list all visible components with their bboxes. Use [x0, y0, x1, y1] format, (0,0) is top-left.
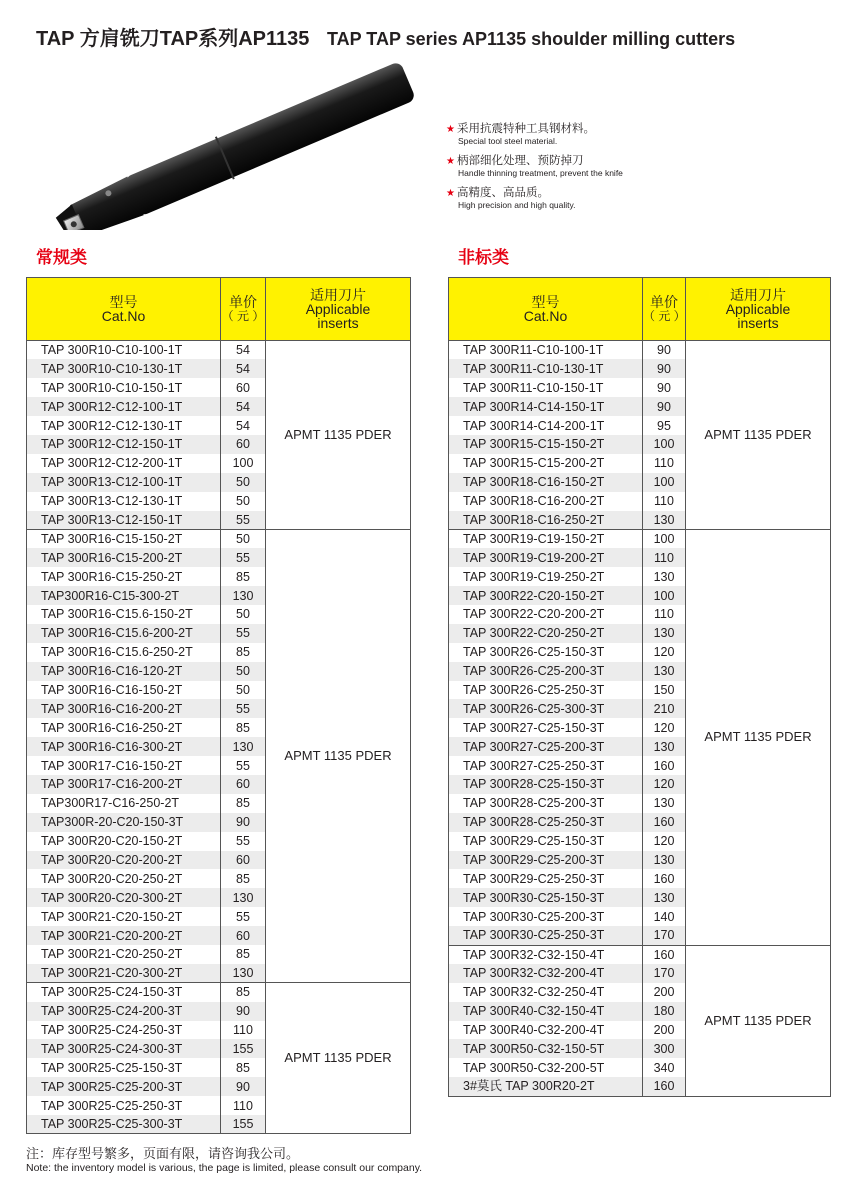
model-cell: TAP 300R19-C19-150-2T — [449, 529, 643, 548]
price-cell: 50 — [221, 529, 266, 548]
model-cell: TAP 300R16-C15.6-200-2T — [27, 624, 221, 643]
insert-cell: APMT 1135 PDER — [266, 983, 411, 1134]
price-cell: 100 — [643, 435, 686, 454]
model-cell: TAP 300R16-C16-120-2T — [27, 662, 221, 681]
insert-cell: APMT 1135 PDER — [266, 529, 411, 982]
model-cell: TAP 300R12-C12-150-1T — [27, 435, 221, 454]
section-title-standard: 常规类 — [36, 248, 87, 267]
price-cell: 200 — [643, 1021, 686, 1040]
star-icon: ★ — [446, 156, 455, 167]
price-cell: 130 — [643, 737, 686, 756]
price-cell: 50 — [221, 681, 266, 700]
price-cell: 130 — [643, 662, 686, 681]
price-cell: 85 — [221, 794, 266, 813]
col-model-en: Cat.No — [101, 308, 146, 324]
model-cell: TAP 300R11-C10-150-1T — [449, 378, 643, 397]
model-cell: TAP 300R26-C25-150-3T — [449, 643, 643, 662]
model-cell: TAP 300R20-C20-150-2T — [27, 832, 221, 851]
price-cell: 100 — [643, 529, 686, 548]
model-cell: TAP 300R30-C25-150-3T — [449, 888, 643, 907]
price-cell: 85 — [221, 869, 266, 888]
price-cell: 120 — [643, 775, 686, 794]
model-cell: TAP 300R16-C16-200-2T — [27, 699, 221, 718]
model-cell: TAP 300R16-C15.6-250-2T — [27, 643, 221, 662]
price-cell: 160 — [643, 945, 686, 964]
price-cell: 85 — [221, 1058, 266, 1077]
price-cell: 130 — [221, 964, 266, 983]
model-cell: TAP 300R19-C19-200-2T — [449, 548, 643, 567]
price-cell: 60 — [221, 926, 266, 945]
price-cell: 160 — [643, 869, 686, 888]
model-cell: TAP 300R25-C24-150-3T — [27, 983, 221, 1002]
model-cell: TAP 300R16-C16-300-2T — [27, 737, 221, 756]
model-cell: TAP 300R20-C20-250-2T — [27, 869, 221, 888]
model-cell: TAP 300R18-C16-250-2T — [449, 511, 643, 530]
model-cell: TAP 300R25-C25-250-3T — [27, 1096, 221, 1115]
note-en: Note: the inventory model is various, the page is limited, please consult our company. — [26, 1162, 423, 1174]
feature-item — [446, 184, 623, 210]
model-cell: TAP 300R30-C25-250-3T — [449, 926, 643, 945]
price-cell: 110 — [221, 1021, 266, 1040]
price-cell: 55 — [221, 907, 266, 926]
page-title — [36, 22, 735, 51]
model-cell: TAP 300R17-C16-150-2T — [27, 756, 221, 775]
model-cell: TAP 300R28-C25-250-3T — [449, 813, 643, 832]
table-row — [27, 983, 411, 1002]
model-cell: 3#莫氏 TAP 300R20-2T — [449, 1077, 643, 1096]
price-cell: 120 — [643, 643, 686, 662]
model-cell: TAP 300R17-C16-200-2T — [27, 775, 221, 794]
price-cell: 130 — [643, 888, 686, 907]
model-cell: TAP 300R25-C25-200-3T — [27, 1077, 221, 1096]
price-cell: 180 — [643, 1002, 686, 1021]
nonstandard-table — [448, 277, 831, 1097]
model-cell: TAP 300R26-C25-250-3T — [449, 681, 643, 700]
model-cell: TAP 300R32-C32-150-4T — [449, 945, 643, 964]
price-cell: 55 — [221, 511, 266, 530]
price-cell: 100 — [643, 473, 686, 492]
price-cell: 60 — [221, 435, 266, 454]
price-cell: 130 — [221, 586, 266, 605]
feature-list — [446, 120, 623, 216]
price-cell: 55 — [221, 624, 266, 643]
model-cell: TAP 300R20-C20-200-2T — [27, 851, 221, 870]
insert-cell: APMT 1135 PDER — [266, 341, 411, 530]
col-price-unit: （ 元 ） — [643, 309, 686, 323]
table-row — [449, 341, 831, 360]
col-header-price — [643, 278, 686, 341]
price-cell: 160 — [643, 756, 686, 775]
price-cell: 130 — [643, 511, 686, 530]
insert-cell: APMT 1135 PDER — [686, 945, 831, 1096]
standard-table — [26, 277, 411, 1134]
model-cell: TAP 300R27-C25-150-3T — [449, 718, 643, 737]
price-cell: 100 — [643, 586, 686, 605]
price-cell: 160 — [643, 1077, 686, 1096]
model-cell: TAP 300R14-C14-200-1T — [449, 416, 643, 435]
price-cell: 50 — [221, 473, 266, 492]
model-cell: TAP 300R28-C25-200-3T — [449, 794, 643, 813]
price-cell: 170 — [643, 926, 686, 945]
model-cell: TAP 300R12-C12-200-1T — [27, 454, 221, 473]
price-cell: 130 — [643, 794, 686, 813]
price-cell: 55 — [221, 699, 266, 718]
feature-item — [446, 152, 623, 178]
model-cell: TAP 300R13-C12-100-1T — [27, 473, 221, 492]
model-cell: TAP 300R40-C32-150-4T — [449, 1002, 643, 1021]
price-cell: 110 — [643, 605, 686, 624]
feature-en: Handle thinning treatment, prevent the knife — [458, 168, 623, 178]
price-cell: 50 — [221, 605, 266, 624]
model-cell: TAP 300R22-C20-200-2T — [449, 605, 643, 624]
col-model-cn: 型号 — [531, 294, 560, 310]
model-cell: TAP 300R12-C12-130-1T — [27, 416, 221, 435]
col-price-cn: 单价 — [650, 294, 678, 310]
model-cell: TAP 300R27-C25-200-3T — [449, 737, 643, 756]
price-cell: 155 — [221, 1115, 266, 1134]
model-cell: TAP 300R10-C10-130-1T — [27, 359, 221, 378]
model-cell: TAP 300R32-C32-250-4T — [449, 983, 643, 1002]
model-cell: TAP 300R16-C16-150-2T — [27, 681, 221, 700]
table-row — [27, 529, 411, 548]
col-insert-en1: Applicable — [725, 301, 791, 317]
model-cell: TAP 300R40-C32-200-4T — [449, 1021, 643, 1040]
model-cell: TAP 300R19-C19-250-2T — [449, 567, 643, 586]
model-cell: TAP300R16-C15-300-2T — [27, 586, 221, 605]
model-cell: TAP 300R21-C20-300-2T — [27, 964, 221, 983]
col-insert-en2: inserts — [737, 315, 779, 331]
model-cell: TAP 300R11-C10-130-1T — [449, 359, 643, 378]
table-row — [27, 341, 411, 360]
note-cn: 注：库存型号繁多，页面有限，请咨询我公司。 — [26, 1146, 300, 1161]
price-cell: 170 — [643, 964, 686, 983]
model-cell: TAP 300R16-C15.6-150-2T — [27, 605, 221, 624]
price-cell: 120 — [643, 718, 686, 737]
price-cell: 110 — [643, 454, 686, 473]
table-row — [449, 529, 831, 548]
footer-note — [26, 1143, 422, 1174]
price-cell: 55 — [221, 548, 266, 567]
price-cell: 55 — [221, 832, 266, 851]
model-cell: TAP 300R25-C25-150-3T — [27, 1058, 221, 1077]
price-cell: 50 — [221, 492, 266, 511]
price-cell: 130 — [643, 851, 686, 870]
col-header-insert — [266, 278, 411, 341]
price-cell: 200 — [643, 983, 686, 1002]
price-cell: 130 — [643, 567, 686, 586]
model-cell: TAP 300R15-C15-200-2T — [449, 454, 643, 473]
price-cell: 120 — [643, 832, 686, 851]
price-cell: 60 — [221, 775, 266, 794]
price-cell: 54 — [221, 416, 266, 435]
star-icon: ★ — [446, 124, 455, 135]
milling-cutter-image — [40, 60, 430, 230]
feature-cn: 柄部细化处理、预防掉刀 — [456, 155, 584, 167]
col-price-cn: 单价 — [229, 294, 257, 310]
model-cell: TAP 300R22-C20-250-2T — [449, 624, 643, 643]
model-cell: TAP 300R16-C15-250-2T — [27, 567, 221, 586]
price-cell: 140 — [643, 907, 686, 926]
model-cell: TAP300R-20-C20-150-3T — [27, 813, 221, 832]
table-row — [449, 945, 831, 964]
price-cell: 54 — [221, 397, 266, 416]
model-cell: TAP 300R27-C25-250-3T — [449, 756, 643, 775]
model-cell: TAP 300R13-C12-150-1T — [27, 511, 221, 530]
feature-cn: 高精度、高品质。 — [456, 187, 549, 199]
price-cell: 90 — [221, 1077, 266, 1096]
col-insert-en1: Applicable — [305, 301, 371, 317]
model-cell: TAP 300R12-C12-100-1T — [27, 397, 221, 416]
price-cell: 130 — [643, 624, 686, 643]
model-cell: TAP 300R25-C24-200-3T — [27, 1002, 221, 1021]
price-cell: 90 — [643, 378, 686, 397]
model-cell: TAP 300R10-C10-150-1T — [27, 378, 221, 397]
price-cell: 85 — [221, 718, 266, 737]
price-cell: 85 — [221, 983, 266, 1002]
model-cell: TAP 300R16-C15-200-2T — [27, 548, 221, 567]
col-insert-cn: 适用刀片 — [310, 287, 366, 303]
feature-item — [446, 120, 623, 146]
model-cell: TAP 300R25-C25-300-3T — [27, 1115, 221, 1134]
model-cell: TAP 300R15-C15-150-2T — [449, 435, 643, 454]
model-cell: TAP 300R29-C25-150-3T — [449, 832, 643, 851]
feature-cn: 采用抗震特种工具钢材料。 — [456, 123, 595, 135]
model-cell: TAP 300R30-C25-200-3T — [449, 907, 643, 926]
price-cell: 130 — [221, 888, 266, 907]
price-cell: 130 — [221, 737, 266, 756]
model-cell: TAP 300R16-C16-250-2T — [27, 718, 221, 737]
price-cell: 95 — [643, 416, 686, 435]
page-title-en: TAP TAP series AP1135 shoulder milling cutters — [326, 29, 736, 49]
model-cell: TAP 300R21-C20-250-2T — [27, 945, 221, 964]
model-cell: TAP 300R16-C15-150-2T — [27, 529, 221, 548]
price-cell: 210 — [643, 699, 686, 718]
price-cell: 340 — [643, 1058, 686, 1077]
price-cell: 150 — [643, 681, 686, 700]
price-cell: 54 — [221, 341, 266, 360]
price-cell: 110 — [221, 1096, 266, 1115]
price-cell: 50 — [221, 662, 266, 681]
price-cell: 90 — [221, 813, 266, 832]
model-cell: TAP 300R11-C10-100-1T — [449, 341, 643, 360]
price-cell: 60 — [221, 851, 266, 870]
model-cell: TAP 300R26-C25-200-3T — [449, 662, 643, 681]
col-header-model — [449, 278, 643, 341]
col-header-model — [27, 278, 221, 341]
insert-cell: APMT 1135 PDER — [686, 529, 831, 945]
page-title-cn: TAP 方肩铣刀TAP系列AP1135 — [36, 28, 310, 50]
col-model-en: Cat.No — [523, 308, 568, 324]
price-cell: 155 — [221, 1039, 266, 1058]
star-icon: ★ — [446, 188, 455, 199]
price-cell: 110 — [643, 548, 686, 567]
price-cell: 160 — [643, 813, 686, 832]
price-cell: 55 — [221, 756, 266, 775]
col-insert-en2: inserts — [317, 315, 359, 331]
price-cell: 85 — [221, 945, 266, 964]
price-cell: 54 — [221, 359, 266, 378]
model-cell: TAP 300R10-C10-100-1T — [27, 341, 221, 360]
col-insert-cn: 适用刀片 — [730, 287, 786, 303]
price-cell: 90 — [643, 359, 686, 378]
price-cell: 85 — [221, 567, 266, 586]
model-cell: TAP 300R18-C16-200-2T — [449, 492, 643, 511]
model-cell: TAP 300R21-C20-200-2T — [27, 926, 221, 945]
price-cell: 90 — [643, 341, 686, 360]
price-cell: 300 — [643, 1039, 686, 1058]
feature-en: Special tool steel material. — [458, 136, 558, 146]
model-cell: TAP 300R18-C16-150-2T — [449, 473, 643, 492]
price-cell: 100 — [221, 454, 266, 473]
model-cell: TAP300R17-C16-250-2T — [27, 794, 221, 813]
model-cell: TAP 300R32-C32-200-4T — [449, 964, 643, 983]
model-cell: TAP 300R29-C25-250-3T — [449, 869, 643, 888]
price-cell: 85 — [221, 643, 266, 662]
col-header-insert — [686, 278, 831, 341]
col-header-price — [221, 278, 266, 341]
model-cell: TAP 300R22-C20-150-2T — [449, 586, 643, 605]
model-cell: TAP 300R50-C32-200-5T — [449, 1058, 643, 1077]
model-cell: TAP 300R14-C14-150-1T — [449, 397, 643, 416]
model-cell: TAP 300R20-C20-300-2T — [27, 888, 221, 907]
model-cell: TAP 300R21-C20-150-2T — [27, 907, 221, 926]
model-cell: TAP 300R25-C24-300-3T — [27, 1039, 221, 1058]
insert-cell: APMT 1135 PDER — [686, 341, 831, 530]
price-cell: 90 — [221, 1002, 266, 1021]
model-cell: TAP 300R28-C25-150-3T — [449, 775, 643, 794]
col-model-cn: 型号 — [109, 294, 138, 310]
section-title-nonstandard: 非标类 — [458, 248, 509, 267]
col-price-unit: （ 元 ） — [221, 309, 265, 323]
price-cell: 60 — [221, 378, 266, 397]
feature-en: High precision and high quality. — [458, 200, 576, 210]
price-cell: 110 — [643, 492, 686, 511]
model-cell: TAP 300R50-C32-150-5T — [449, 1039, 643, 1058]
price-cell: 90 — [643, 397, 686, 416]
model-cell: TAP 300R13-C12-130-1T — [27, 492, 221, 511]
model-cell: TAP 300R26-C25-300-3T — [449, 699, 643, 718]
model-cell: TAP 300R29-C25-200-3T — [449, 851, 643, 870]
model-cell: TAP 300R25-C24-250-3T — [27, 1021, 221, 1040]
